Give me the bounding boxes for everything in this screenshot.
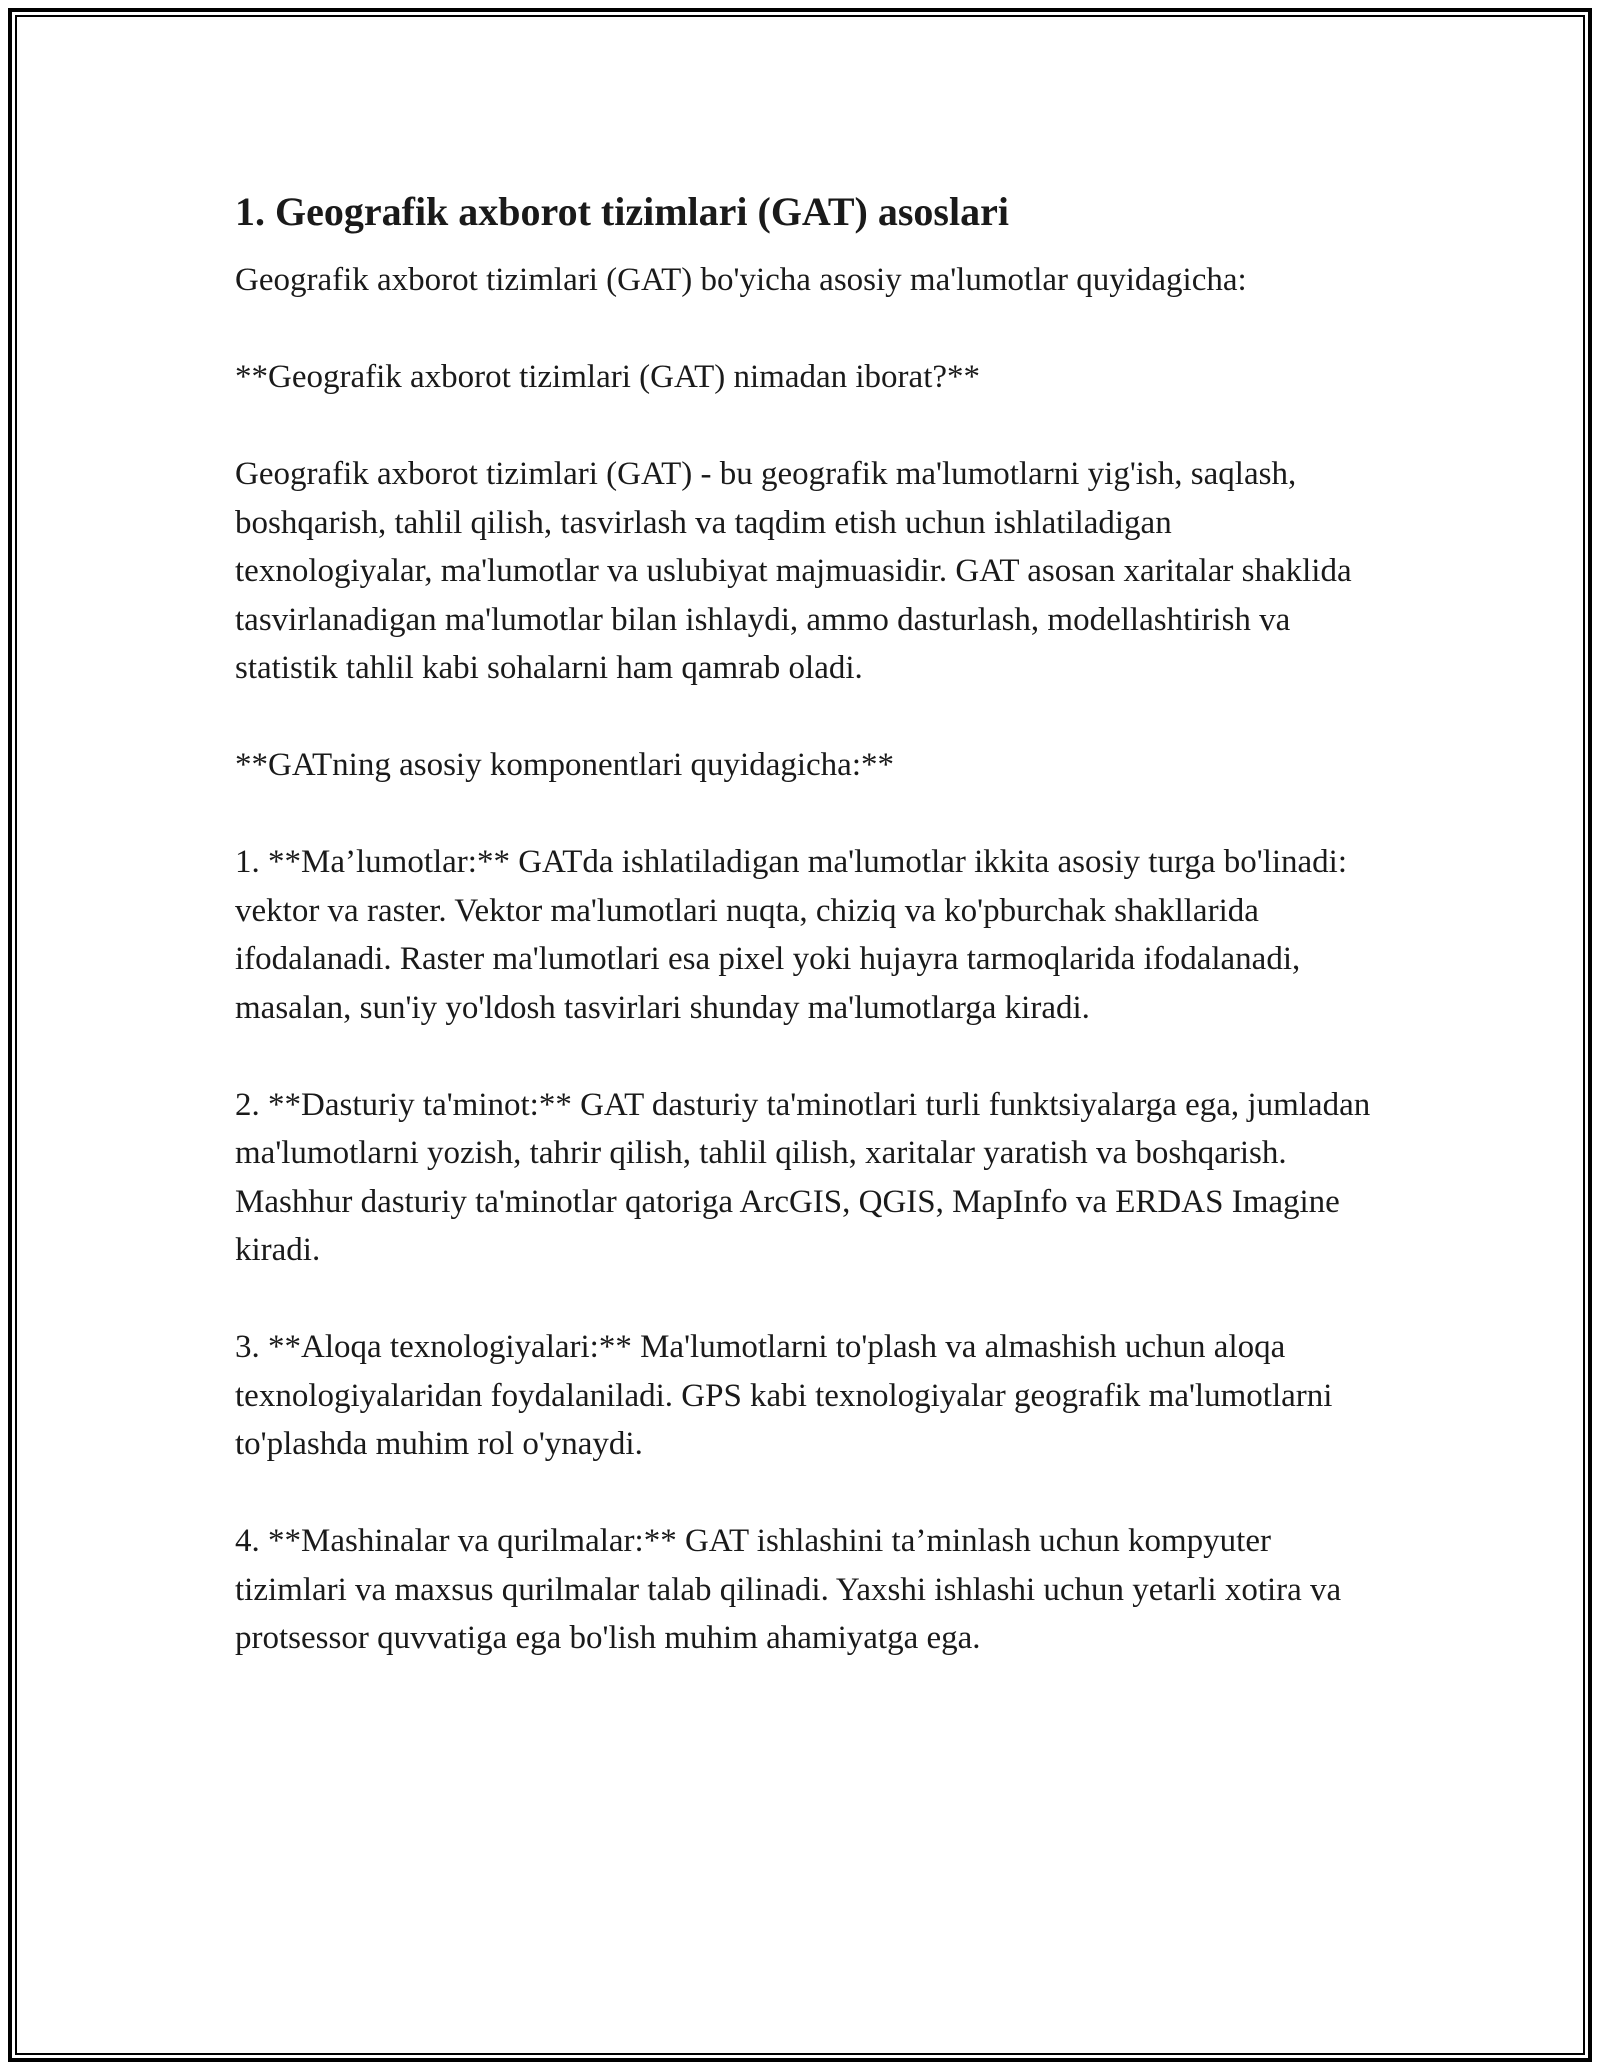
components-heading: **GATning asosiy komponentlari quyidagicha:** [235, 747, 894, 783]
component-hardware-paragraph: 4. **Mashinalar va qurilmalar:** GAT ishlashini ta’minlash uchun kompyuter tizimlari va maxsus qurilmalar talab qilinadi. Yaxshi ishlashi uchun yetarli xotira va protsessor quvvatiga ega bo'lish muhim ahamiyatga ega. [235, 1523, 1342, 1656]
document-title: 1. Geografik axborot tizimlari (GAT) asoslari [235, 189, 1009, 234]
document-body [235, 188, 1375, 1711]
intro-paragraph: Geografik axborot tizimlari (GAT) bo'yicha asosiy ma'lumotlar quyidagicha: [235, 262, 1247, 298]
definition-paragraph: Geografik axborot tizimlari (GAT) - bu geografik ma'lumotlarni yig'ish, saqlash, boshqarish, tahlil qilish, tasvirlash va taqdim etish uchun ishlatiladigan texnologiyalar, ma'lumotlar va uslubiyat majmuasidir. GAT asosan xaritalar shaklida tasvirlanadigan ma'lumotlar bilan ishlaydi, ammo dasturlash, modellashtirish va statistik tahlil kabi sohalarni ham qamrab oladi. [235, 456, 1352, 686]
question-heading: **Geografik axborot tizimlari (GAT) nimadan iborat?** [235, 359, 981, 395]
component-communication-paragraph: 3. **Aloqa texnologiyalari:** Ma'lumotlarni to'plash va almashish uchun aloqa texnologiyalaridan foydalaniladi. GPS kabi texnologiyalar geografik ma'lumotlarni to'plashda muhim rol o'ynaydi. [235, 1329, 1333, 1462]
component-data-paragraph: 1. **Ma’lumotlar:** GATda ishlatiladigan ma'lumotlar ikkita asosiy turga bo'linadi: vektor va raster. Vektor ma'lumotlari nuqta, chiziq va ko'pburchak shakllarida ifodalanadi. Raster ma'lumotlari esa pixel yoki hujayra tarmoqlarida ifodalanadi, masalan, sun'iy yo'ldosh tasvirlari shunday ma'lumotlarga kiradi. [235, 844, 1348, 1026]
component-software-paragraph: 2. **Dasturiy ta'minot:** GAT dasturiy ta'minotlari turli funktsiyalarga ega, jumladan ma'lumotlarni yozish, tahrir qilish, tahlil qilish, xaritalar yaratish va boshqarish. Mashhur dasturiy ta'minotlar qatoriga ArcGIS, QGIS, MapInfo va ERDAS Imagine kiradi. [235, 1086, 1371, 1268]
